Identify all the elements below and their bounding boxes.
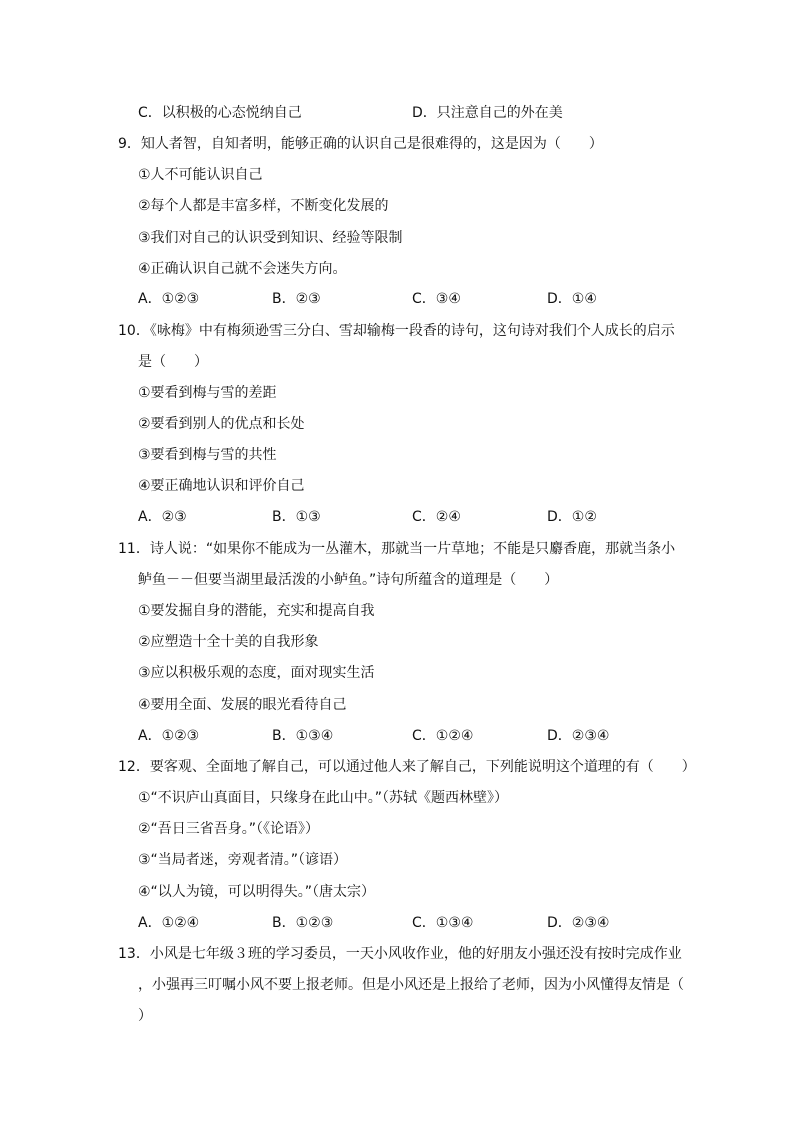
q9-option-c: C．③④ <box>412 291 461 307</box>
q10-option-b: B．①③ <box>272 509 321 525</box>
q12-option-a: A．①②④ <box>138 915 200 931</box>
q10-option-c: C．②④ <box>412 509 461 525</box>
q12-item-3: ③“当局者迷，旁观者清。”（谚语） <box>138 852 348 868</box>
q9-option-d: D．①④ <box>547 291 597 307</box>
q10-item-2: ②要看到别人的优点和长处 <box>138 416 305 432</box>
q12-item-1: ①“不识庐山真面目，只缘身在此山中。”（苏轼《题西林壁》） <box>138 790 509 806</box>
q9-item-4: ④正确认识自己就不会迷失方向。 <box>138 261 347 277</box>
q13-stem-line3: ） <box>138 1008 152 1024</box>
q9-item-1: ①人不可能认识自己 <box>138 167 263 183</box>
q11-option-a: A．①②③ <box>138 728 200 744</box>
q9-option-a: A．①②③ <box>138 291 200 307</box>
q10-option-d: D．①② <box>547 509 597 525</box>
q10-item-4: ④要正确地认识和评价自己 <box>138 478 305 494</box>
q8-option-c: C．以积极的心态悦纳自己 <box>138 105 302 121</box>
q9-item-2: ②每个人都是丰富多样，不断变化发展的 <box>138 198 389 214</box>
q8-option-d: D．只注意自己的外在美 <box>412 105 563 121</box>
q11-option-d: D．②③④ <box>547 728 610 744</box>
q10-item-1: ①要看到梅与雪的差距 <box>138 385 277 401</box>
q12-stem: 12．要客观、全面地了解自己，可以通过他人来了解自己，下列能说明这个道理的有（ ） <box>118 759 696 775</box>
q11-item-1: ①要发掘自身的潜能，充实和提高自我 <box>138 603 375 619</box>
q11-stem-line1: 11．诗人说：“如果你不能成为一丛灌木，那就当一片草地；不能是只麝香鹿，那就当条小 <box>118 541 676 557</box>
q10-stem-line1: 10．《咏梅》中有梅须逊雪三分白、雪却输梅一段香的诗句，这句诗对我们个人成长的启示 <box>118 323 675 339</box>
q12-option-c: C．①③④ <box>412 915 474 931</box>
q10-option-a: A．②③ <box>138 509 187 525</box>
q9-item-3: ③我们对自己的认识受到知识、经验等限制 <box>138 230 403 246</box>
q9-option-b: B．②③ <box>272 291 321 307</box>
q11-option-b: B．①③④ <box>272 728 334 744</box>
q13-stem-line2: ，小强再三叮嘱小风不要上报老师。但是小风还是上报给了老师，因为小风懂得友情是（ <box>138 977 684 993</box>
q11-option-c: C．①②④ <box>412 728 474 744</box>
q10-item-3: ③要看到梅与雪的共性 <box>138 447 277 463</box>
q12-item-2: ②“吾日三省吾身。”（《论语》） <box>138 821 320 837</box>
q11-item-2: ②应塑造十全十美的自我形象 <box>138 634 319 650</box>
q12-option-b: B．①②③ <box>272 915 334 931</box>
q13-stem-line1: 13．小风是七年级３班的学习委员，一天小风收作业，他的好朋友小强还没有按时完成作业 <box>118 946 682 962</box>
q10-stem-line2: 是（ ） <box>138 354 208 370</box>
q11-item-4: ④要用全面、发展的眼光看待自己 <box>138 697 347 713</box>
q9-stem: 9．知人者智，自知者明，能够正确的认识自己是很难得的，这是因为（ ） <box>118 136 603 152</box>
q11-stem-line2: 鲈鱼－－但要当湖里最活泼的小鲈鱼。”诗句所蕴含的道理是（ ） <box>138 572 559 588</box>
q12-option-d: D．②③④ <box>547 915 610 931</box>
q11-item-3: ③应以积极乐观的态度，面对现实生活 <box>138 665 375 681</box>
q12-item-4: ④“以人为镜，可以明得失。”（唐太宗） <box>138 884 376 900</box>
